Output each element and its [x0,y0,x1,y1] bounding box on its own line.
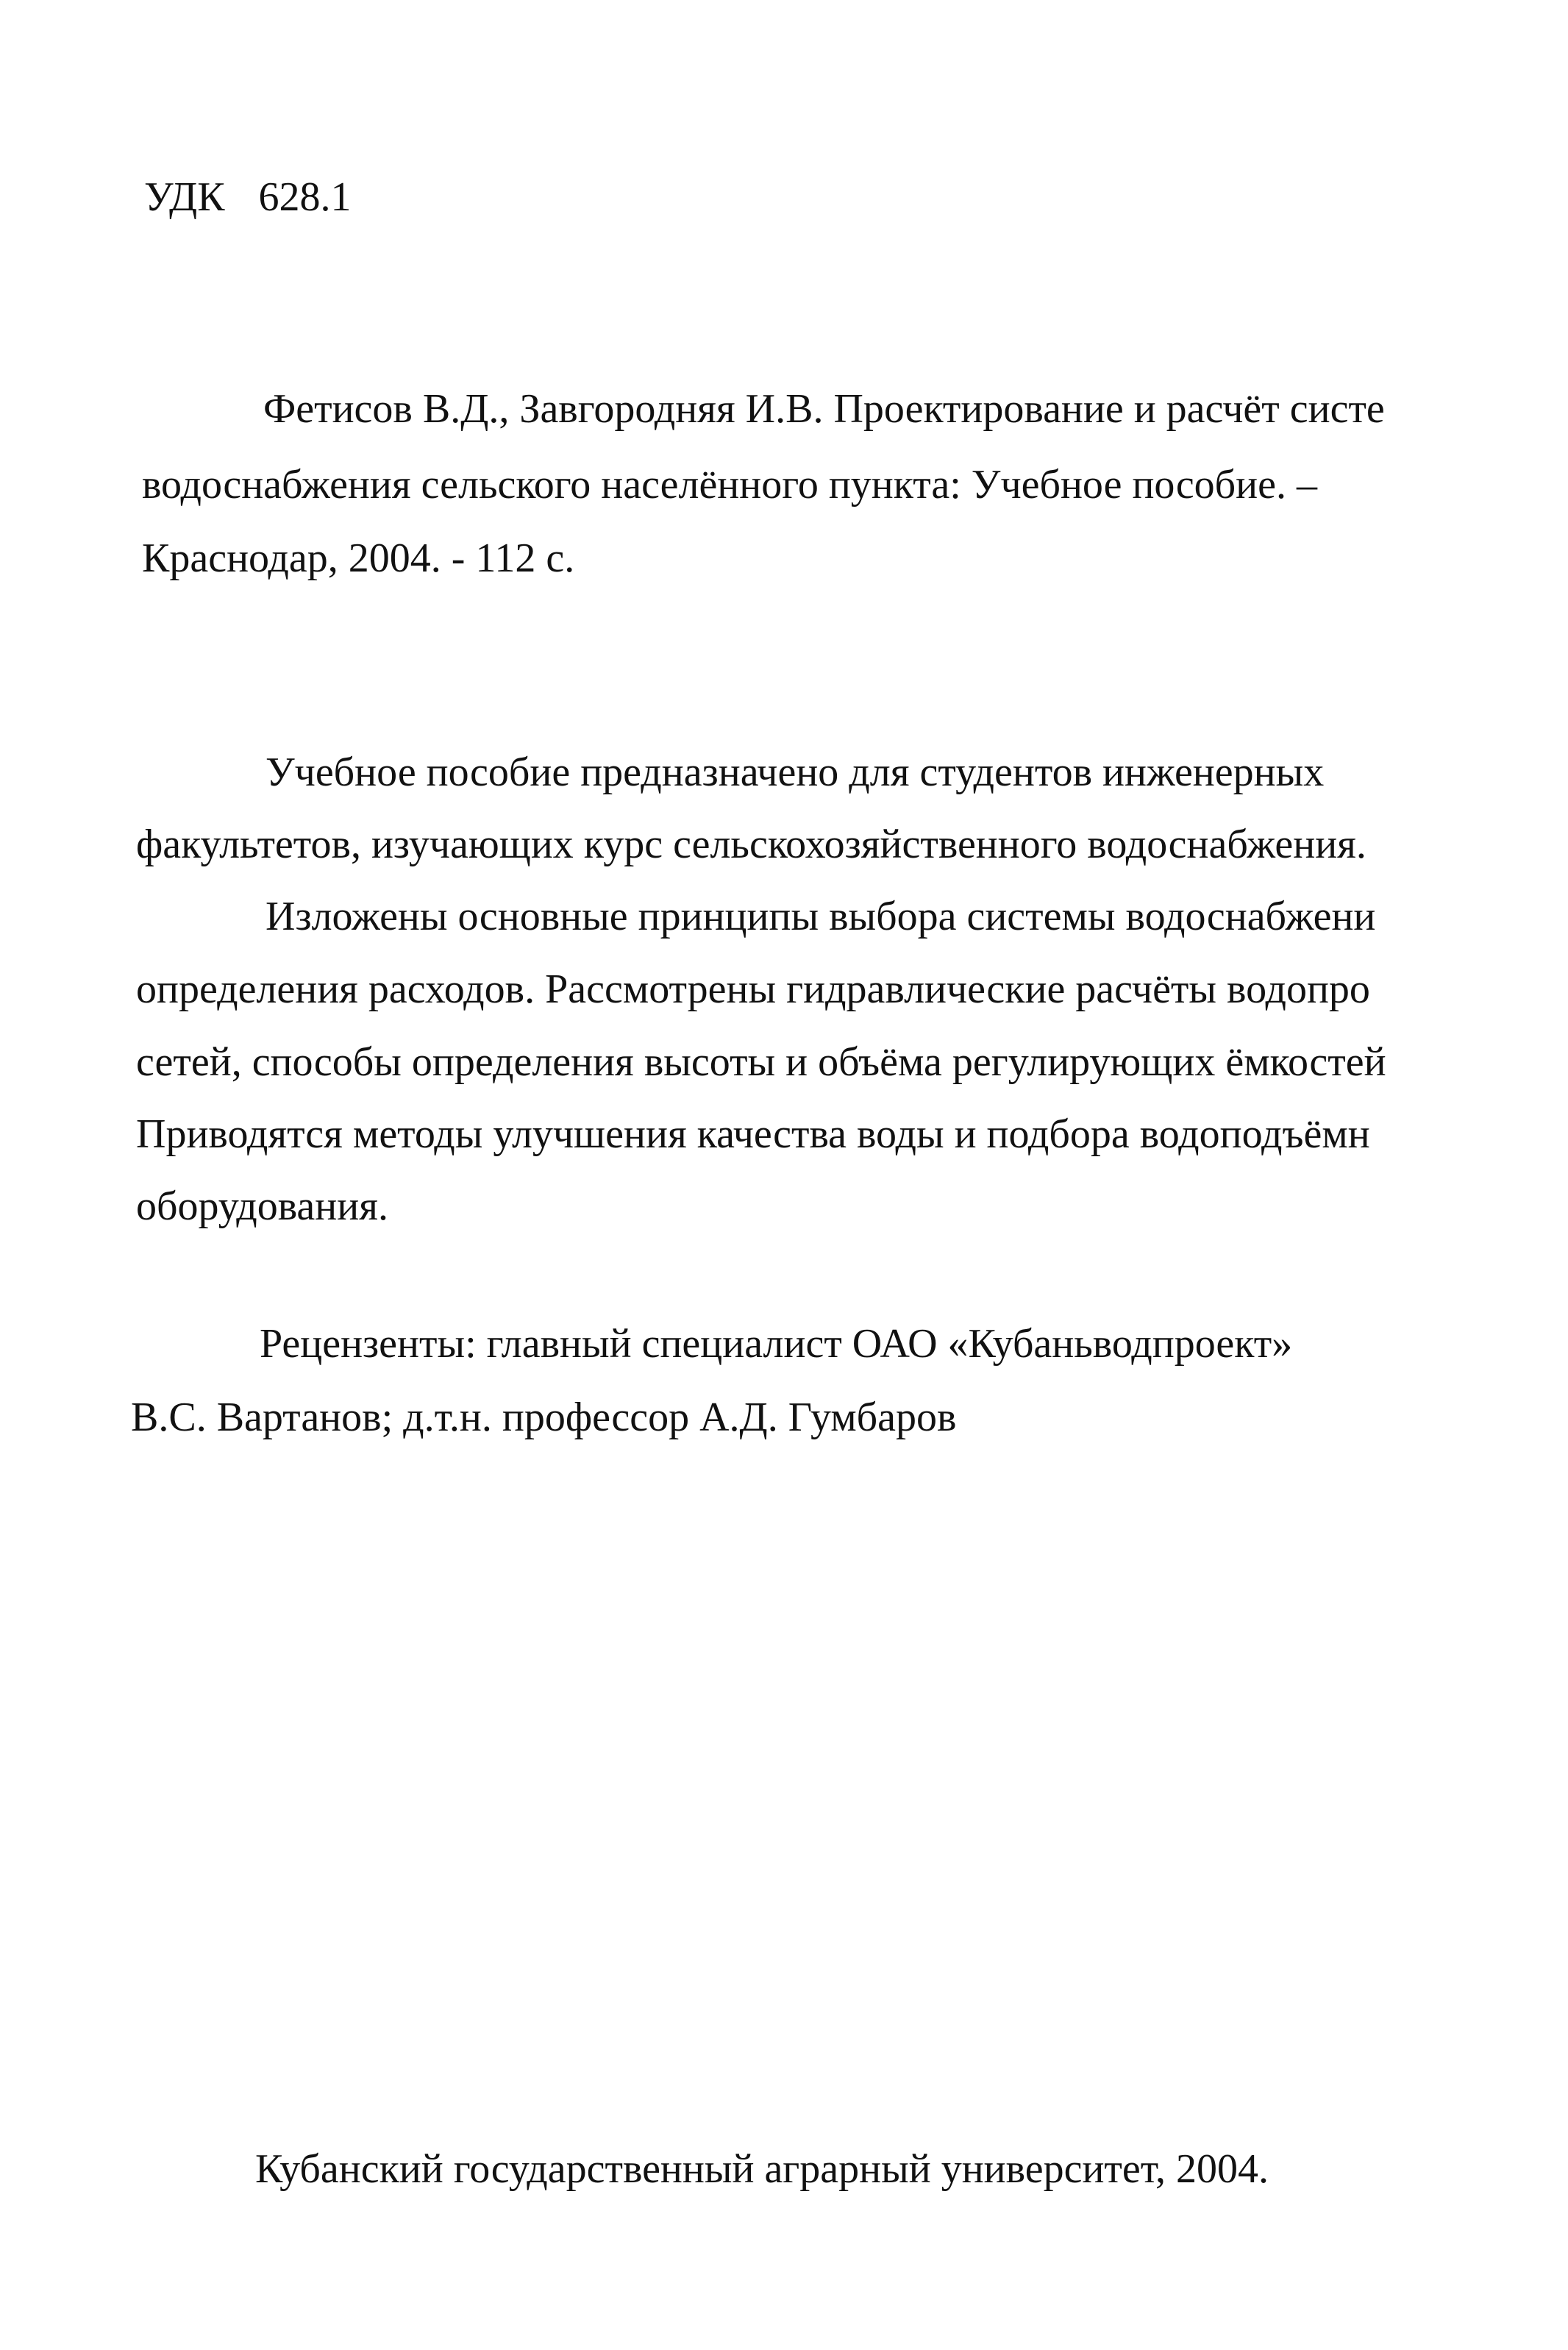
udk-code: 628.1 [258,174,352,220]
annotation-line-6: Приводятся методы улучшения качества воды и подбора водоподъёмн [136,1111,1370,1157]
reviewers-line-2: В.С. Вартанов; д.т.н. профессор А.Д. Гумбаров [131,1395,957,1440]
citation-line-2: водоснабжения сельского населённого пункта: Учебное пособие. – [142,462,1317,508]
annotation-line-5: сетей, способы определения высоты и объёма регулирующих ёмкостей [136,1039,1386,1085]
annotation-line-4: определения расходов. Рассмотрены гидравлические расчёты водопро [136,966,1370,1012]
udk-label: УДК [144,174,225,220]
annotation-line-7: оборудования. [136,1183,388,1229]
citation-line-3: Краснодар, 2004. - 112 с. [142,535,575,581]
reviewers-line-1: Рецензенты: главный специалист ОАО «Кубаньводпроект» [260,1321,1293,1367]
annotation-line-1: Учебное пособие предназначено для студентов инженерных [266,749,1325,795]
publisher-line: Кубанский государственный аграрный университет, 2004. [255,2146,1269,2192]
udk-line [144,174,352,220]
citation-line-1: Фетисов В.Д., Завгородняя И.В. Проектирование и расчёт систе [263,386,1385,432]
annotation-line-2: факультетов, изучающих курс сельскохозяйственного водоснабжения. [136,822,1366,867]
annotation-line-3: Изложены основные принципы выбора системы водоснабжени [266,894,1376,939]
